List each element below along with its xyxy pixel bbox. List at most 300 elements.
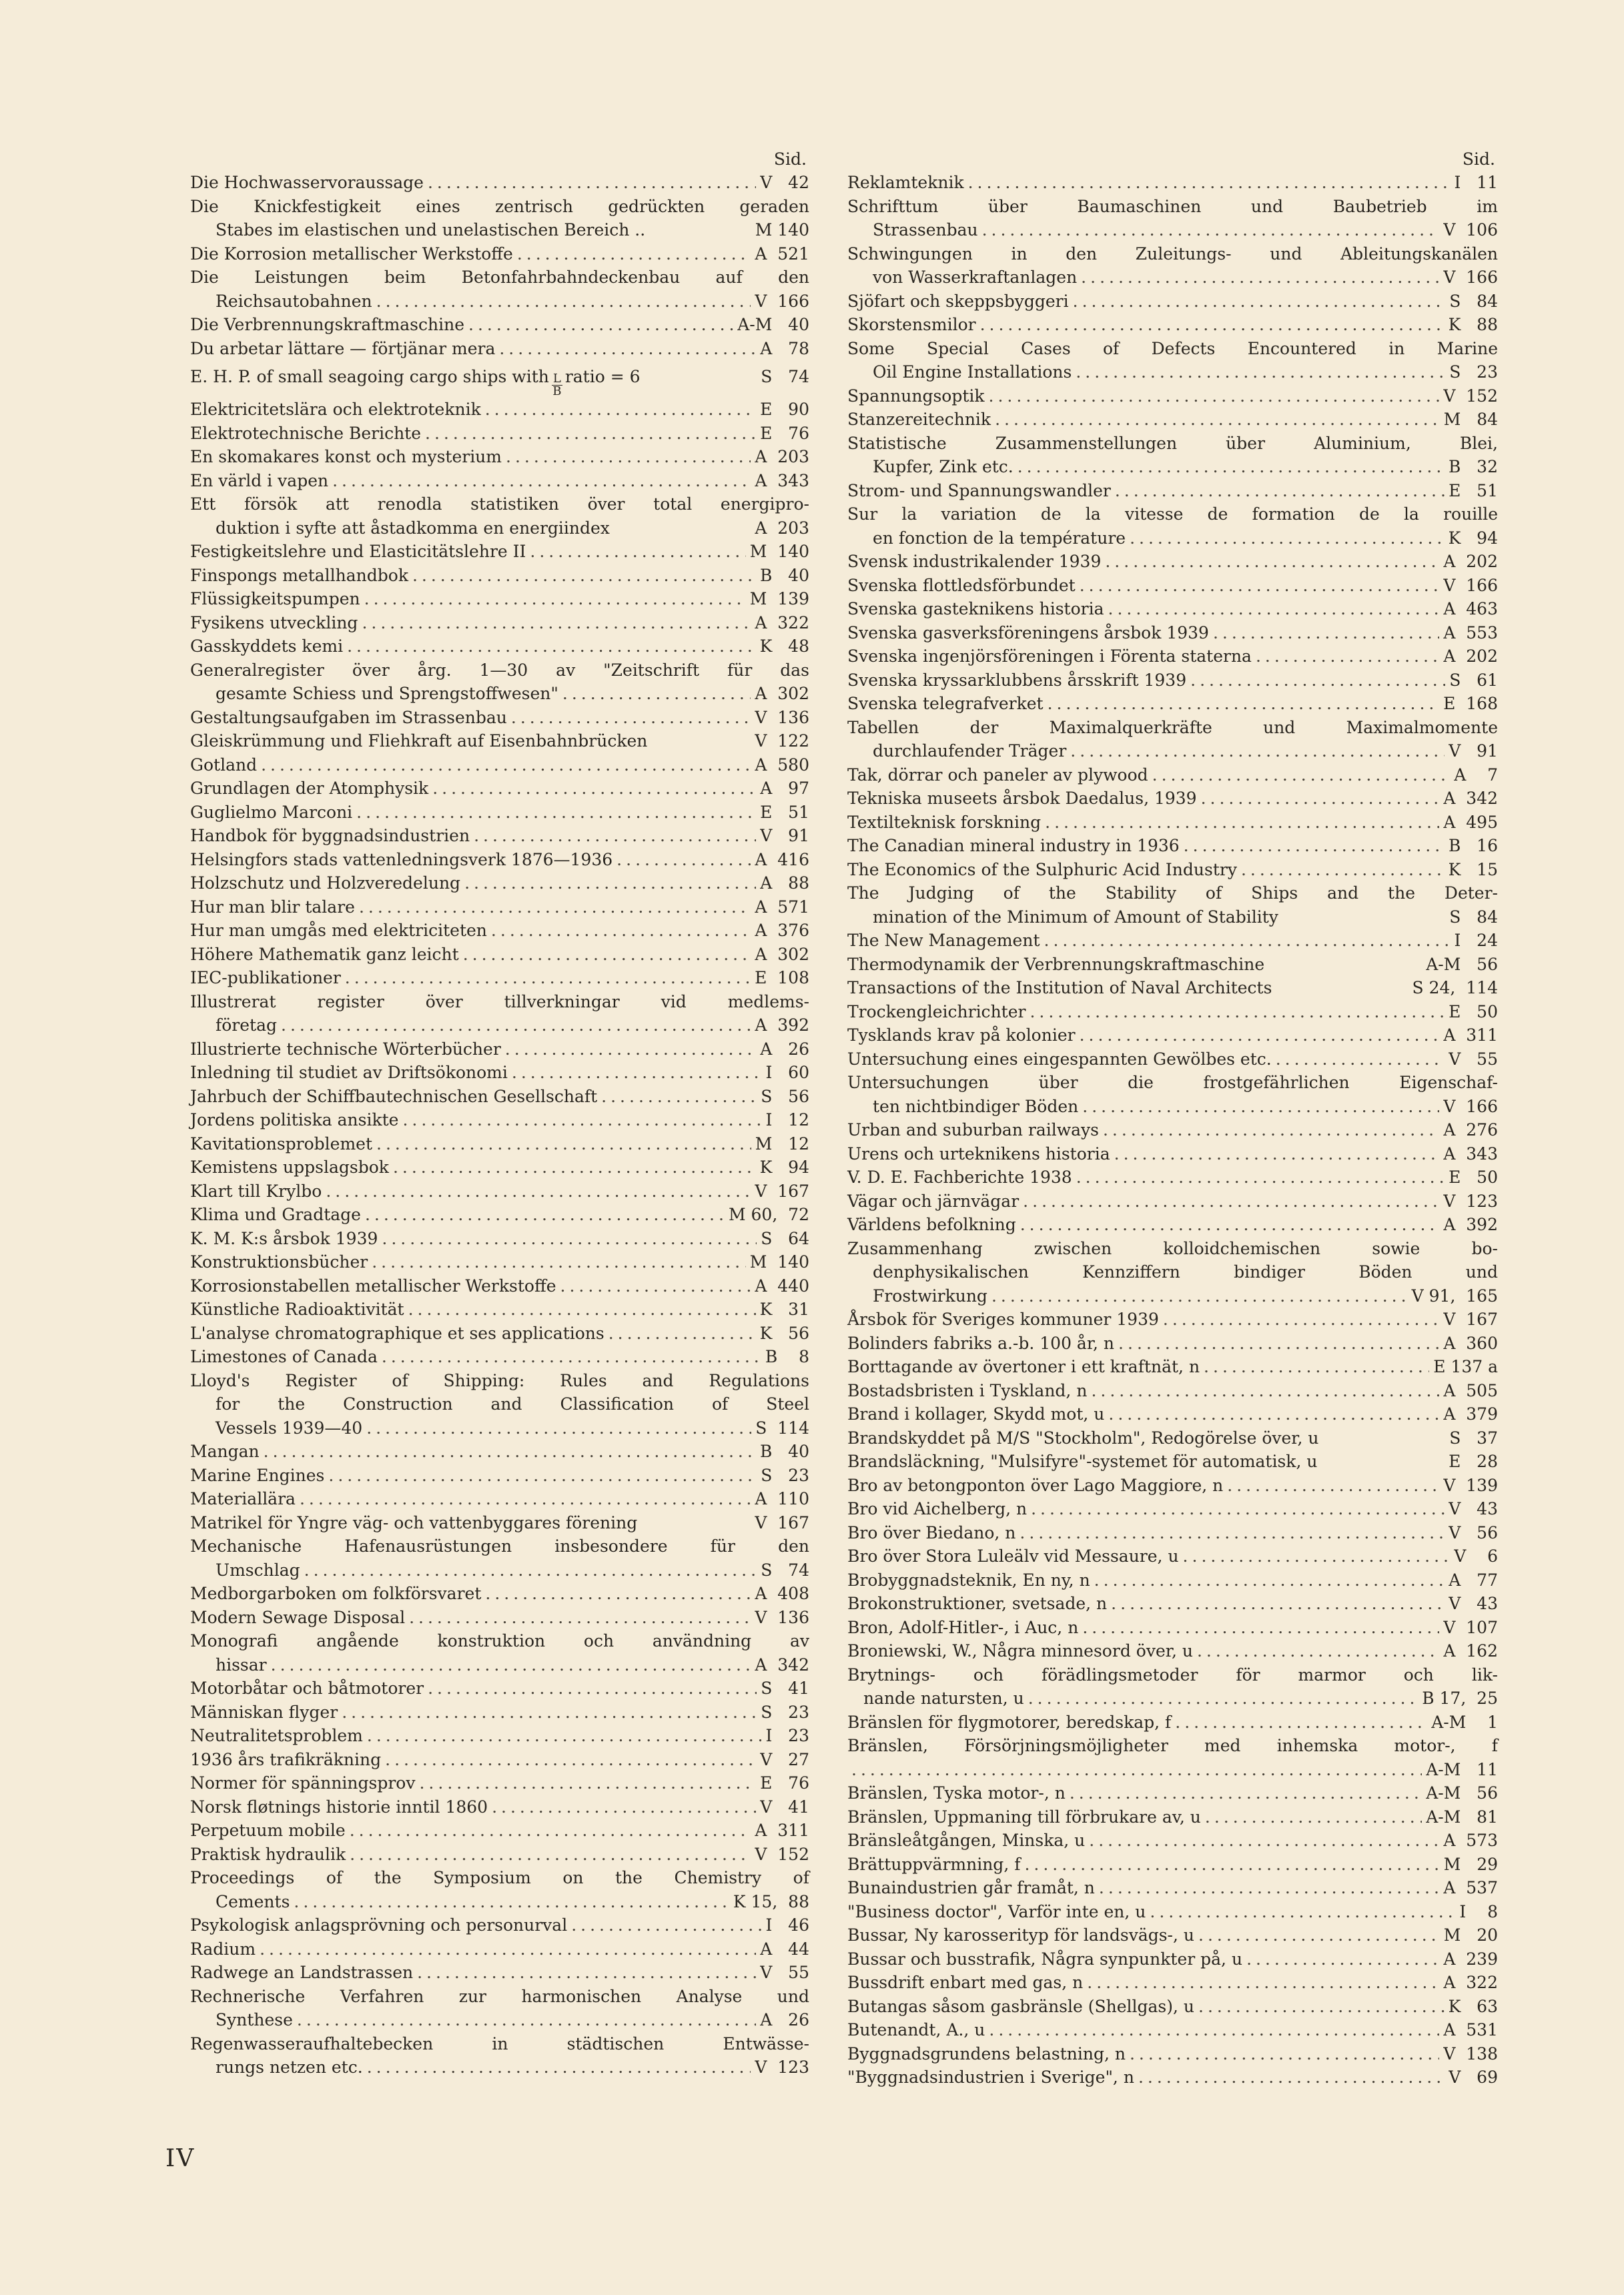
entry-reference: V 152	[755, 1844, 809, 1864]
index-entry-line: Statistische Zusammenstellungen über Aluminium, Blei,	[847, 433, 1498, 453]
leader-dots	[991, 1284, 1408, 1308]
index-entry	[847, 1592, 1498, 1616]
fraction-l-over-b	[552, 373, 562, 398]
entry-reference: K 48	[759, 636, 809, 656]
entry-title: Holzschutz und Holzveredelung	[190, 873, 461, 893]
entry-title: Kavitationsproblemet	[190, 1133, 373, 1154]
entry-reference: A 553	[1443, 622, 1498, 642]
index-entry	[190, 943, 809, 967]
leader-dots	[332, 469, 751, 493]
index-entry	[847, 1639, 1498, 1663]
entry-reference: K 56	[759, 1323, 809, 1343]
entry-title: Thermodynamik der Verbrennungskraftmaschine	[847, 954, 1265, 974]
index-entry	[190, 1653, 809, 1677]
index-entry	[190, 1013, 809, 1037]
index-entry	[190, 337, 809, 361]
index-entry	[847, 1450, 1498, 1474]
entry-reference: A 580	[755, 755, 809, 775]
entry-title: Butangas såsom gasbränsle (Shellgas), u	[847, 1996, 1194, 2016]
entry-title: duktion i syfte att åstadkomma en energiindex	[216, 518, 610, 538]
entry-reference: A 573	[1443, 1831, 1498, 1850]
entry-title: Radwege an Landstrassen	[190, 1963, 414, 1982]
index-entry	[190, 1487, 809, 1511]
entry-reference: B 40	[759, 565, 809, 585]
entry-title: Urban and suburban railways	[847, 1120, 1099, 1139]
entry-title-suffix: ratio = 6	[564, 367, 641, 386]
index-entry-line: Ett försök att renodla statistiken över total energipro-	[190, 494, 809, 514]
index-entry	[190, 1843, 809, 1867]
index-entry	[847, 1166, 1498, 1190]
fraction-numerator: L	[552, 372, 561, 386]
entry-title: Gotland	[190, 755, 258, 775]
entry-title: Årsbok för Sveriges kommuner 1939	[847, 1310, 1159, 1329]
entry-reference: M 29	[1443, 1854, 1498, 1874]
entry-title: Bro över Biedano, n	[847, 1522, 1016, 1542]
entry-title: Bolinders fabriks a.-b. 100 år, n	[847, 1333, 1115, 1353]
index-column-left	[190, 148, 809, 2080]
entry-reference: I 46	[765, 1915, 809, 1935]
entry-reference: A 495	[1443, 812, 1498, 832]
index-entry-line: Schwingungen in den Zuleitungs- und Ableitungskanälen	[847, 244, 1498, 264]
entry-title: Bro över Stora Luleälv vid Messaure, u	[847, 1546, 1179, 1566]
entry-reference: A 110	[755, 1489, 809, 1508]
index-entry	[847, 1521, 1498, 1545]
index-entry-line: Tabellen der Maximalquerkräfte und Maximalmomente	[847, 717, 1498, 737]
entry-title: Praktisk hydraulik	[190, 1844, 346, 1864]
leader-dots	[1080, 574, 1440, 598]
leader-dots	[1130, 526, 1445, 550]
entry-reference: S 61	[1449, 670, 1498, 690]
index-entry	[847, 905, 1498, 929]
index-entry	[190, 1913, 809, 1937]
entry-title: gesamte Schiess und Sprengstoffwesen"	[216, 684, 558, 703]
entry-title: Mangan	[190, 1442, 260, 1461]
leader-dots	[382, 1227, 757, 1251]
index-entry	[190, 1890, 809, 1914]
index-entry	[847, 266, 1498, 290]
index-entry-line: Illustrerat register över tillverkningar vid medlems-	[190, 991, 809, 1011]
entry-title: Bussar och busstrafik, Några synpunkter på, u	[847, 1949, 1243, 1969]
leader-dots	[359, 895, 751, 919]
leader-dots	[297, 2008, 756, 2032]
index-entry	[190, 1819, 809, 1843]
entry-title: Bro av betongponton över Lago Maggiore, n	[847, 1475, 1224, 1495]
entry-reference: V 166	[1443, 268, 1498, 287]
entry-reference: M 140	[755, 220, 809, 240]
entry-title: Motorbåtar och båtmotorer	[190, 1679, 424, 1698]
index-entry	[847, 787, 1498, 811]
page-number: IV	[165, 2145, 195, 2172]
leader-dots	[367, 2055, 751, 2080]
leader-dots	[366, 1416, 751, 1440]
leader-dots	[1020, 1213, 1440, 1237]
leader-dots	[345, 966, 751, 990]
entry-reference: A 537	[1443, 1878, 1498, 1897]
index-column-right	[847, 148, 1498, 2090]
index-entry	[847, 1284, 1498, 1308]
entry-title: företag	[216, 1015, 278, 1035]
entry-reference: E 168	[1443, 694, 1498, 713]
entry-reference: A-M 81	[1426, 1807, 1498, 1827]
entry-title: Bränslen för flygmotorer, beredskap, f	[847, 1712, 1172, 1732]
entry-title: Hur man blir talare	[190, 897, 355, 917]
leader-dots	[1030, 1000, 1445, 1024]
leader-dots	[995, 408, 1440, 432]
entry-title: Klima und Gradtage	[190, 1205, 361, 1224]
entry-reference: A 521	[755, 244, 809, 264]
fraction-denominator: B	[552, 384, 562, 398]
entry-title: Reklamteknik	[847, 173, 964, 192]
index-entry	[190, 1203, 809, 1227]
index-entry	[190, 313, 809, 337]
leader-dots	[376, 1132, 751, 1156]
entry-reference: I 11	[1454, 173, 1498, 192]
index-entry	[847, 2018, 1498, 2042]
index-entry	[190, 824, 809, 848]
leader-dots	[512, 1061, 762, 1085]
index-entry	[847, 171, 1498, 195]
entry-title: "Business doctor", Varför inte en, u	[847, 1901, 1146, 1921]
leader-dots	[1031, 1497, 1445, 1521]
leader-dots	[1089, 1829, 1439, 1853]
entry-title: Elektrotechnische Berichte	[190, 423, 422, 443]
index-entry	[847, 1474, 1498, 1498]
entry-title: Urens och urteknikens historia	[847, 1143, 1110, 1164]
leader-dots	[485, 1582, 751, 1606]
entry-reference: A-M 56	[1426, 954, 1498, 974]
leader-dots	[1130, 2042, 1439, 2066]
entry-reference: V 27	[760, 1749, 809, 1769]
entry-reference: A 203	[755, 447, 809, 466]
entry-title: Hur man umgås med elektriciteten	[190, 921, 487, 940]
leader-dots	[365, 1203, 725, 1227]
entry-reference: V 167	[1443, 1310, 1498, 1329]
leader-dots	[608, 1322, 756, 1346]
entry-reference: A-M 11	[1426, 1759, 1498, 1779]
leader-dots	[463, 943, 751, 967]
leader-dots	[492, 1795, 756, 1819]
index-entry	[190, 682, 809, 706]
index-entry	[847, 574, 1498, 598]
entry-title: Brokonstruktioner, svetsade, n	[847, 1594, 1108, 1613]
leader-dots	[428, 1677, 757, 1701]
leader-dots	[364, 587, 746, 611]
entry-title: Höhere Mathematik ganz leicht	[190, 944, 459, 964]
leader-dots	[367, 1724, 762, 1748]
entry-title: Människan flyger	[190, 1702, 338, 1722]
entry-title: Grundlagen der Atomphysik	[190, 779, 429, 798]
entry-title: Inledning til studiet av Driftsökonomi	[190, 1063, 508, 1082]
index-entry	[190, 1037, 809, 1061]
entry-reference: I 23	[765, 1726, 809, 1745]
entry-reference: B 16	[1448, 836, 1498, 855]
entry-title: Du arbetar lättare — förtjänar mera	[190, 338, 496, 358]
index-entry-line: Mechanische Hafenausrüstungen insbesondere für den	[190, 1536, 809, 1556]
entry-reference: B 8	[765, 1347, 809, 1366]
index-entry	[847, 1568, 1498, 1592]
index-entry	[190, 1558, 809, 1582]
index-entry	[190, 242, 809, 266]
entry-title: Jahrbuch der Schiffbautechnischen Gesellschaft	[190, 1086, 598, 1106]
entry-title: Svenska telegrafverket	[847, 694, 1044, 713]
entry-title: Marine Engines	[190, 1465, 325, 1485]
entry-reference: I 8	[1459, 1901, 1498, 1921]
entry-reference: E 108	[755, 968, 809, 987]
entry-reference: S 41	[761, 1679, 809, 1698]
index-entry	[847, 1142, 1498, 1166]
leader-dots	[1246, 1947, 1439, 1971]
index-entry	[847, 1853, 1498, 1877]
index-entry	[190, 1464, 809, 1488]
index-entry	[190, 2008, 809, 2032]
leader-dots	[264, 1440, 756, 1464]
entry-reference: B 40	[759, 1442, 809, 1461]
entry-reference: V 107	[1443, 1617, 1498, 1637]
entry-reference: A 392	[1443, 1215, 1498, 1234]
leader-dots	[1198, 1923, 1440, 1947]
leader-dots	[1045, 811, 1439, 835]
entry-title: Bron, Adolf-Hitler-, i Auc, n	[847, 1617, 1079, 1637]
entry-reference: A 408	[755, 1584, 809, 1603]
index-entry-line: Die Knickfestigkeit eines zentrisch gedrückten geraden	[190, 196, 809, 216]
leader-dots	[1023, 1190, 1439, 1214]
leader-dots	[1082, 1616, 1439, 1640]
entry-reference: A 202	[1443, 552, 1498, 571]
index-entry	[847, 1213, 1498, 1237]
entry-reference: V 56	[1449, 1522, 1498, 1542]
leader-dots	[1175, 1711, 1427, 1735]
leader-dots	[468, 313, 733, 337]
entry-title: V. D. E. Fachberichte 1938	[847, 1168, 1072, 1187]
entry-title: mination of the Minimum of Amount of Stability	[873, 907, 1278, 927]
entry-reference: S 24, 114	[1412, 978, 1498, 997]
index-entry	[847, 384, 1498, 408]
index-entry	[847, 644, 1498, 668]
index-entry	[190, 753, 809, 777]
index-entry	[847, 1923, 1498, 1947]
index-entry	[190, 1677, 809, 1701]
entry-title: Normer för spänningsprov	[190, 1773, 416, 1793]
entry-title: Strassenbau	[873, 220, 978, 240]
entry-title: nande natursten, u	[863, 1689, 1024, 1708]
entry-title: Cements	[216, 1891, 290, 1911]
entry-title: Perpetuum mobile	[190, 1821, 346, 1840]
leader-dots	[1028, 1687, 1418, 1711]
entry-reference: S 74	[761, 1560, 809, 1580]
entry-title: Trockengleichrichter	[847, 1001, 1026, 1021]
index-entry	[190, 1298, 809, 1322]
index-entry	[847, 218, 1498, 242]
leader-dots	[300, 1487, 751, 1511]
index-entry	[847, 811, 1498, 835]
index-entry	[190, 801, 809, 825]
leader-dots	[1099, 1876, 1439, 1900]
leader-dots	[1094, 1568, 1445, 1592]
entry-title: Butenandt, A., u	[847, 2020, 985, 2039]
entry-reference: A 44	[760, 1939, 809, 1959]
entry-title: Svensk industrikalender 1939	[847, 552, 1102, 571]
index-entry	[190, 729, 809, 753]
leader-dots	[1076, 1166, 1445, 1190]
leader-dots	[412, 564, 756, 588]
leader-dots	[1190, 668, 1445, 693]
index-entry	[847, 1616, 1498, 1640]
index-entry	[190, 1322, 809, 1346]
entry-reference: V 43	[1449, 1594, 1498, 1613]
index-entry	[847, 597, 1498, 621]
entry-title: Brobyggnadsteknik, En ny, n	[847, 1570, 1090, 1590]
index-entry	[847, 1947, 1498, 1971]
index-entry-line: Generalregister över årg. 1—30 av "Zeitschrift für das	[190, 660, 809, 680]
entry-title: L'analyse chromatographique et ses applications	[190, 1323, 604, 1343]
entry-title: Tak, dörrar och paneler av plywood	[847, 765, 1148, 785]
leader-dots	[571, 1913, 761, 1937]
index-entry	[190, 1606, 809, 1630]
index-entry	[190, 398, 809, 422]
entry-reference: A 379	[1443, 1404, 1498, 1424]
entry-title: Elektricitetslära och elektroteknik	[190, 400, 481, 419]
entry-title: Die Verbrennungskraftmaschine	[190, 315, 465, 334]
entry-title: Jordens politiska ansikte	[190, 1110, 399, 1129]
entry-title: The New Management	[847, 931, 1040, 950]
sid-header: Sid.	[773, 149, 807, 169]
leader-dots	[281, 1013, 751, 1037]
index-entry	[190, 360, 809, 398]
entry-title: Strom- und Spannungswandler	[847, 480, 1111, 500]
leader-dots	[1105, 550, 1439, 574]
entry-reference: B 32	[1448, 457, 1498, 476]
index-entry	[847, 360, 1498, 384]
leader-dots	[1018, 455, 1445, 479]
index-entry	[190, 1701, 809, 1725]
leader-dots	[1108, 597, 1440, 621]
index-entry	[847, 1379, 1498, 1403]
leader-dots	[1163, 1308, 1439, 1332]
index-entry	[847, 1402, 1498, 1426]
index-entry	[190, 1795, 809, 1819]
entry-reference: E 51	[760, 802, 809, 822]
index-entry	[847, 2042, 1498, 2066]
leader-dots	[417, 1961, 756, 1985]
entry-title: Textilteknisk forskning	[847, 812, 1042, 832]
entry-title: En värld i vapen	[190, 470, 329, 490]
index-entry	[190, 1274, 809, 1298]
leader-dots	[1198, 1995, 1445, 2019]
index-entry	[847, 621, 1498, 645]
leader-dots	[393, 1156, 756, 1180]
leader-dots	[385, 1748, 756, 1772]
index-entry	[847, 1047, 1498, 1071]
index-entry	[847, 739, 1498, 763]
index-entry	[190, 966, 809, 990]
entry-title: 1936 års trafikräkning	[190, 1749, 382, 1769]
index-entry	[190, 1345, 809, 1369]
leader-dots	[328, 1464, 757, 1488]
index-entry	[847, 692, 1498, 716]
index-entry	[847, 1308, 1498, 1332]
leader-dots	[1183, 1544, 1451, 1568]
leader-dots	[1044, 929, 1451, 953]
index-entry	[190, 895, 809, 919]
entry-reference: I 24	[1454, 931, 1498, 950]
index-entry-line: Untersuchungen über die frostgefährlichen Eigenschaf-	[847, 1073, 1498, 1092]
entry-reference: A 463	[1443, 599, 1498, 618]
entry-reference: V 122	[755, 731, 809, 751]
entry-reference: E 76	[760, 423, 809, 443]
leader-dots	[1138, 2066, 1445, 2090]
index-entry	[847, 550, 1498, 574]
index-entry	[190, 540, 809, 564]
entry-reference: B 17, 25	[1422, 1689, 1498, 1708]
entry-title: Tekniska museets årsbok Daedalus, 1939	[847, 789, 1197, 808]
entry-reference: V 6	[1454, 1546, 1498, 1566]
entry-reference: E 76	[760, 1773, 809, 1793]
entry-title: Oil Engine Installations	[873, 362, 1072, 382]
entry-title: The Canadian mineral industry in 1936	[847, 836, 1180, 855]
entry-title: Limestones of Canada	[190, 1347, 378, 1366]
leader-dots	[1070, 1781, 1422, 1805]
leader-dots	[474, 824, 756, 848]
entry-reference: A 343	[755, 470, 809, 490]
index-entry-line: Rechnerische Verfahren zur harmonischen Analyse und	[190, 1986, 809, 2006]
index-entry	[847, 526, 1498, 550]
leader-dots	[1020, 1521, 1445, 1545]
index-entry-line: The Judging of the Stability of Ships and the Deter-	[847, 883, 1498, 903]
entry-reference: M 140	[749, 1252, 809, 1272]
entry-title: Borttagande av övertoner i ett kraftnät, n	[847, 1357, 1200, 1376]
leader-dots	[342, 1701, 757, 1725]
entry-title: Neutralitetsproblem	[190, 1726, 363, 1745]
leader-dots	[562, 682, 751, 706]
entry-title: Gleiskrümmung und Fliehkraft auf Eisenbahnbrücken	[190, 731, 648, 751]
leader-dots	[506, 445, 751, 469]
index-entry	[190, 1180, 809, 1204]
leader-dots	[1070, 739, 1445, 763]
entry-title: Brättuppvärmning, f	[847, 1854, 1021, 1874]
leader-dots	[1091, 1379, 1439, 1403]
index-entry	[847, 1900, 1498, 1924]
leader-dots	[1197, 1639, 1439, 1663]
index-entry	[190, 445, 809, 469]
index-entry	[847, 2066, 1498, 2090]
index-entry	[190, 516, 809, 540]
entry-title: Synthese	[216, 2010, 293, 2029]
entry-reference: E 90	[760, 400, 809, 419]
leader-dots	[530, 540, 745, 564]
leader-dots	[362, 611, 751, 635]
entry-title: Helsingfors stads vattenledningsverk 1876—1936	[190, 849, 613, 869]
index-entry	[190, 1416, 809, 1440]
entry-title: Svenska kryssarklubbens årsskrift 1939	[847, 670, 1187, 690]
entry-reference: K 63	[1448, 1996, 1498, 2016]
entry-reference: A 77	[1449, 1570, 1498, 1590]
leader-dots	[1103, 1118, 1439, 1142]
entry-title: Medborgarboken om folkförsvaret	[190, 1584, 482, 1603]
index-entry	[190, 587, 809, 611]
index-entry	[190, 1937, 809, 1961]
entry-reference: E 50	[1449, 1168, 1498, 1187]
index-entry	[847, 1758, 1498, 1782]
entry-title: Norsk fløtnings historie inntil 1860	[190, 1797, 488, 1817]
entry-title: Kupfer, Zink etc.	[873, 457, 1013, 476]
entry-reference: A 505	[1443, 1380, 1498, 1400]
entry-reference: A 376	[755, 921, 809, 940]
index-entry	[847, 1544, 1498, 1568]
entry-reference: A 392	[755, 1015, 809, 1035]
entry-title: Untersuchung eines eingespannten Gewölbes etc.	[847, 1049, 1272, 1069]
entry-reference: A 162	[1443, 1641, 1498, 1661]
leader-dots	[851, 1758, 1422, 1782]
